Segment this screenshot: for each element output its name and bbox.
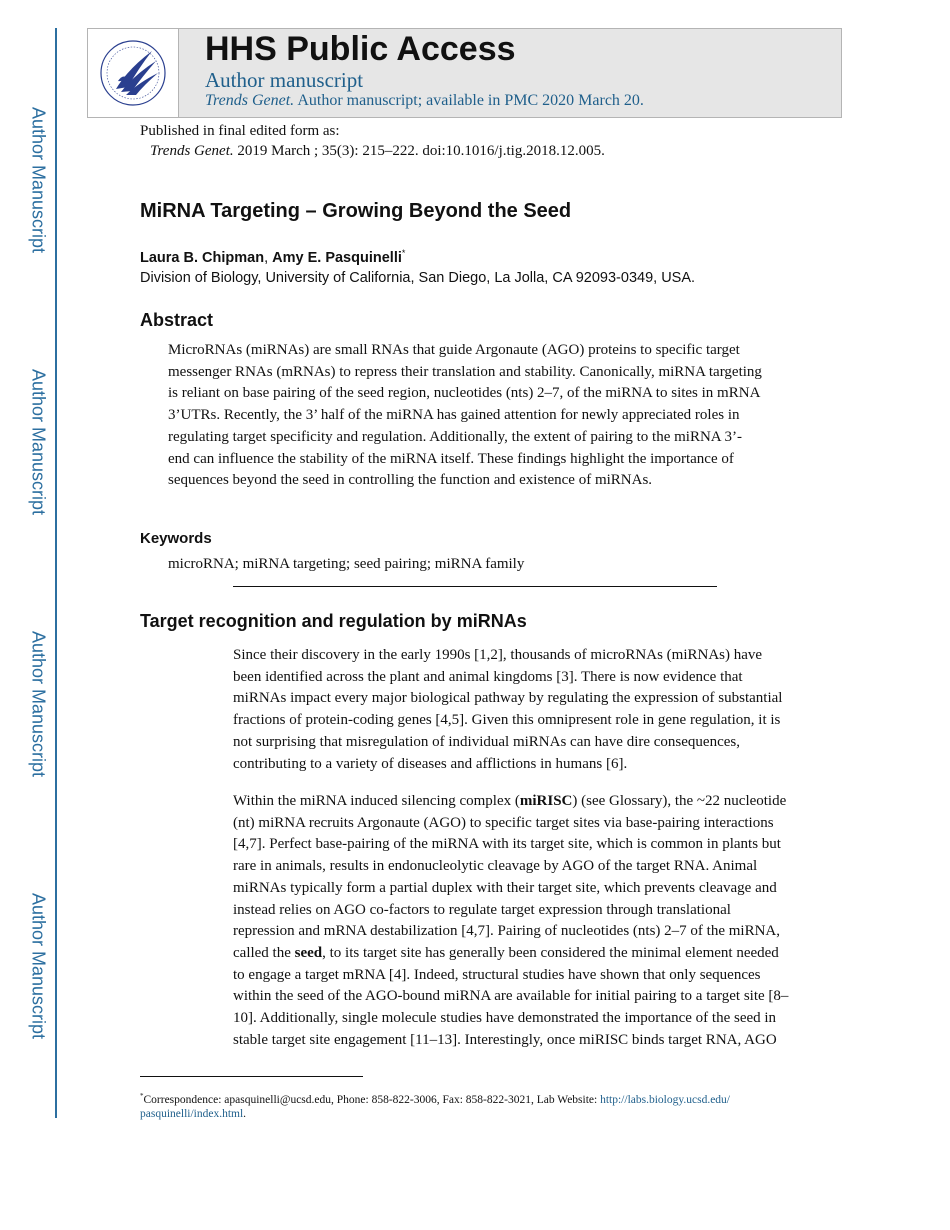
logo-box <box>88 29 179 117</box>
abstract-line: regulating target specificity and regulation. Additionally, the extent of pairing to the miRNA 3’- <box>168 428 743 445</box>
abstract-line: MicroRNAs (miRNAs) are small RNAs that guide Argonaute (AGO) proteins to specific target <box>168 342 740 358</box>
author-2: Amy E. Pasquinelli <box>272 249 402 266</box>
abstract-line: messenger RNAs (mRNAs) to repress their translation and stability. Canonically, miRNA targeting <box>168 363 762 380</box>
publication-info <box>140 121 605 161</box>
abstract-heading: Abstract <box>140 310 214 330</box>
paragraph-line <box>233 791 788 813</box>
paragraph-line: (nt) miRNA recruits Argonaute (AGO) to specific target sites via base-pairing interactions <box>233 814 774 831</box>
citation-journal: Trends Genet. <box>150 143 234 159</box>
abstract-line: is reliant on base pairing of the seed region, nucleotides (nts) 2–7, of the miRNA to sites in mRNA <box>168 385 761 402</box>
section-paragraph-2 <box>233 791 788 1051</box>
paragraph-line: miRNAs typically form a partial duplex with their target site, which prevents cleavage and <box>233 879 777 896</box>
paragraph-line: repression and mRNA destabilization [4,7]. Pairing of nucleotides (nts) 2–7 of the miRNA, <box>233 923 780 940</box>
lab-website-link[interactable]: http://labs.biology.ucsd.edu/ <box>600 1093 730 1106</box>
term-mirisc: miRISC <box>519 793 573 809</box>
line-text: ) (see Glossary), the ~22 nucleotide <box>572 793 787 809</box>
keywords-heading: Keywords <box>140 530 212 547</box>
paragraph-line: not surprising that misregulation of individual miRNAs can have dire consequences, <box>233 733 740 750</box>
abstract-line: 3’UTRs. Recently, the 3’ half of the miRNA has gained attention for newly appreciated roles in <box>168 407 740 424</box>
abstract-text <box>168 340 762 492</box>
author-separator: , <box>264 249 273 266</box>
abstract-line: sequences beyond the seed in controlling the function and existence of miRNAs. <box>168 472 653 489</box>
footnote-text: Correspondence: apasquinelli@ucsd.edu, Phone: 858-822-3006, Fax: 858-822-3021, Lab Website: <box>143 1093 601 1106</box>
footnote-line-2 <box>140 1107 730 1121</box>
hhs-eagle-seal-icon <box>88 29 178 117</box>
footnote-end: . <box>243 1107 247 1120</box>
term-seed: seed <box>294 944 323 961</box>
paragraph-line: Since their discovery in the early 1990s [1,2], thousands of microRNAs (miRNAs) have <box>233 647 763 663</box>
banner-journal: Trends Genet. <box>205 92 295 109</box>
paragraph-line: within the seed of the AGO-bound miRNA are available for initial pairing to a target site [8– <box>233 988 789 1005</box>
banner-availability <box>205 92 644 110</box>
paragraph-line <box>233 943 788 965</box>
abstract-line: end can influence the stability of the miRNA itself. These findings highlight the importance of <box>168 450 734 467</box>
published-line: Published in final edited form as: <box>140 123 340 139</box>
citation-line <box>140 141 605 161</box>
citation-text: 2019 March ; 35(3): 215–222. doi:10.1016/j.tig.2018.12.005. <box>237 143 605 159</box>
author-1: Laura B. Chipman <box>140 249 265 266</box>
paragraph-line: 10]. Additionally, single molecule studies have demonstrated the importance of the seed in <box>233 1010 777 1027</box>
footnote-line-1 <box>140 1089 730 1107</box>
banner-subtitle: Author manuscript <box>205 68 364 92</box>
paragraph-line: contributing to a variety of diseases and afflictions in humans [6]. <box>233 755 628 772</box>
paragraph-line: miRNAs impact every major biological pathway by regulating the expression of substantial <box>233 690 783 707</box>
paragraph-line: rare in animals, results in endonucleolytic cleavage by AGO of the target RNA. Animal <box>233 858 758 875</box>
banner-availability-text: Author manuscript; available in PMC 2020 March 20. <box>297 92 644 109</box>
paragraph-line: to engage a target mRNA [4]. Indeed, structural studies have shown that only sequences <box>233 966 761 983</box>
lab-website-link-cont[interactable]: pasquinelli/index.html <box>140 1107 244 1120</box>
paragraph-line: [4,7]. Perfect base-pairing of the miRNA with its target site, which is common in plants but <box>233 836 781 853</box>
paragraph-line: stable target site engagement [11–13]. Interestingly, once miRISC binds target RNA, AGO <box>233 1031 777 1048</box>
footnote-mark: * <box>140 1092 144 1100</box>
line-text: , to its target site has generally been considered the minimal element needed <box>322 944 779 961</box>
paragraph-line: instead relies on AGO co-factors to regulate target expression through translational <box>233 901 731 918</box>
footnote-divider <box>140 1076 363 1077</box>
sidebar-rule <box>55 28 57 1118</box>
author-2-mark: * <box>401 248 406 258</box>
section-paragraph-1 <box>233 645 782 775</box>
banner-title: HHS Public Access <box>205 30 516 68</box>
keywords-text: microRNA; miRNA targeting; seed pairing; miRNA family <box>168 556 525 572</box>
author-list <box>140 248 405 266</box>
line-text: Within the miRNA induced silencing complex ( <box>233 793 520 809</box>
paragraph-line: fractions of protein-coding genes [4,5]. Given this omnipresent role in gene regulation, it is <box>233 712 781 729</box>
hhs-banner <box>87 28 842 118</box>
keywords-divider <box>233 586 717 587</box>
article-title: MiRNA Targeting – Growing Beyond the Seed <box>140 200 572 222</box>
affiliation: Division of Biology, University of California, San Diego, La Jolla, CA 92093-0349, USA. <box>140 270 696 286</box>
paragraph-line: been identified across the plant and animal kingdoms [3]. There is now evidence that <box>233 668 743 685</box>
footnote <box>140 1089 730 1121</box>
line-text: called the <box>233 944 295 961</box>
section-heading: Target recognition and regulation by miRNAs <box>140 611 527 631</box>
